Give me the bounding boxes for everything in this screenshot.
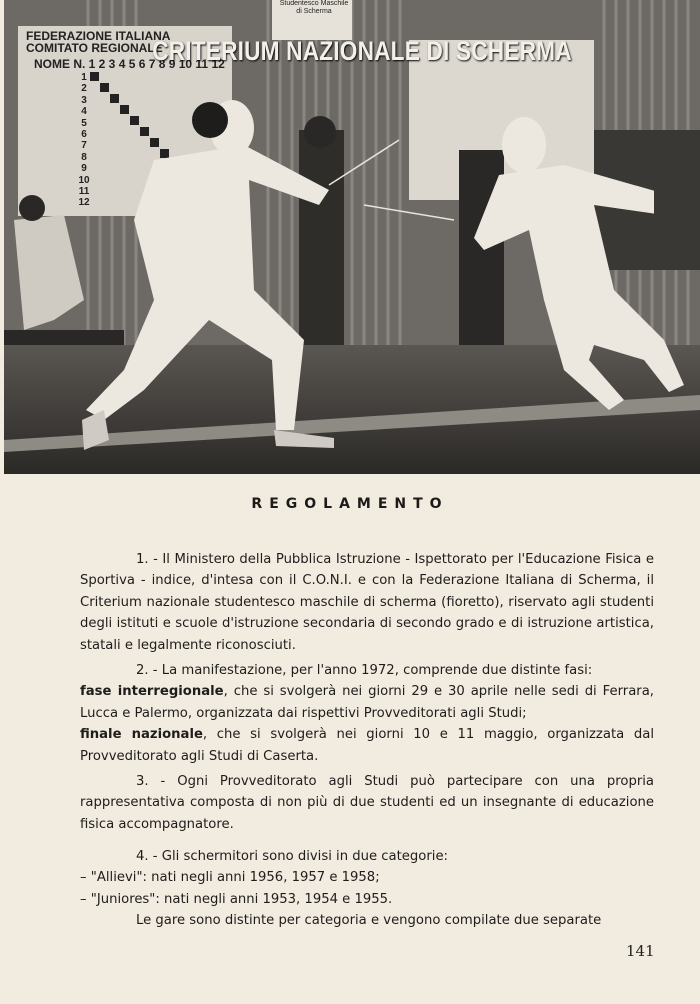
scoreboard-row-number: 4: [81, 106, 87, 118]
scoreboard-row-number: 9: [81, 163, 87, 175]
scoreboard-row-number: 6: [81, 129, 87, 141]
paragraph-1: 1. - Il Ministero della Pubblica Istruzione - Ispettorato per l'Educazione Fisica e Sportiva - indice, d'intesa con il C.O.N.I. e con la Federazione Italiana di Scherma, il Criterium nazionale studentesco maschile di scherma (fioretto), riservato agli studenti degli istituti e scuole d'istruzione secondaria di secondo grado e di istruzione artistica, statali e legalmente riconosciuti.: [80, 552, 654, 653]
scoreboard-title: FEDERAZIONE ITALIANA COMITATO REGIONALE: [26, 29, 171, 55]
scoreboard-rows: [77, 72, 91, 209]
category-allievi: – "Allievi": nati negli anni 1956, 1957 e 1958;: [80, 870, 380, 886]
scoreboard-row-number: 5: [81, 117, 87, 129]
paragraph-4: 4. - Gli schermitori sono divisi in due categorie: – "Allievi": nati negli anni 1956, 1957 e 1958; – "Juniores": nati negli anni 1953, 1954 e 1955. Le gare sono distinte per categoria e vengono compilate due separate: [80, 846, 654, 932]
fencing-photo: [4, 0, 700, 474]
scoreboard-row-number: 1: [81, 72, 87, 83]
scoreboard-header: NOME N. 1 2 3 4 5 6 7 8 9 10 11 12: [34, 57, 225, 71]
banner: Studentesco Maschile di Scherma: [279, 0, 349, 15]
scoreboard-row-number: 11: [78, 186, 90, 198]
photo-headline: CRITERIUM NAZIONALE DI SCHERMA: [152, 36, 572, 66]
scoreboard-row-number: 2: [81, 83, 87, 95]
section-title: REGOLAMENTO: [251, 496, 449, 512]
page-number: 141: [626, 942, 655, 960]
phase-interregional-label: fase interregionale: [80, 684, 224, 700]
phase-national-label: finale nazionale: [80, 727, 203, 743]
scoreboard-row-number: 3: [81, 94, 87, 106]
scoreboard-row-number: 12: [78, 197, 90, 209]
scoreboard-row-number: 8: [81, 151, 87, 163]
paragraph-3: 3. - Ogni Provveditorato agli Studi può partecipare con una propria rappresentativa composta di non più di due studenti ed un insegnante di educazione fisica accompagnatore.: [80, 774, 654, 832]
category-juniores: – "Juniores": nati negli anni 1953, 1954 e 1955.: [80, 891, 393, 907]
paragraph-2: 2. - La manifestazione, per l'anno 1972, comprende due distinte fasi: fase interregionale, che si svolgerà nei giorni 29 e 30 aprile nelle sedi di Ferrara, Lucca e Palermo, organizzata dai rispettivi Provveditorati agli Studi; finale nazionale, che si svolgerà nei giorni 10 e 11 maggio, organizzata dal Provveditorato agli Studi di Caserta.: [80, 663, 654, 764]
scoreboard-row-number: 10: [78, 174, 90, 186]
fencing-photo-illustration: [4, 0, 700, 474]
scoreboard-row-number: 7: [81, 140, 87, 152]
